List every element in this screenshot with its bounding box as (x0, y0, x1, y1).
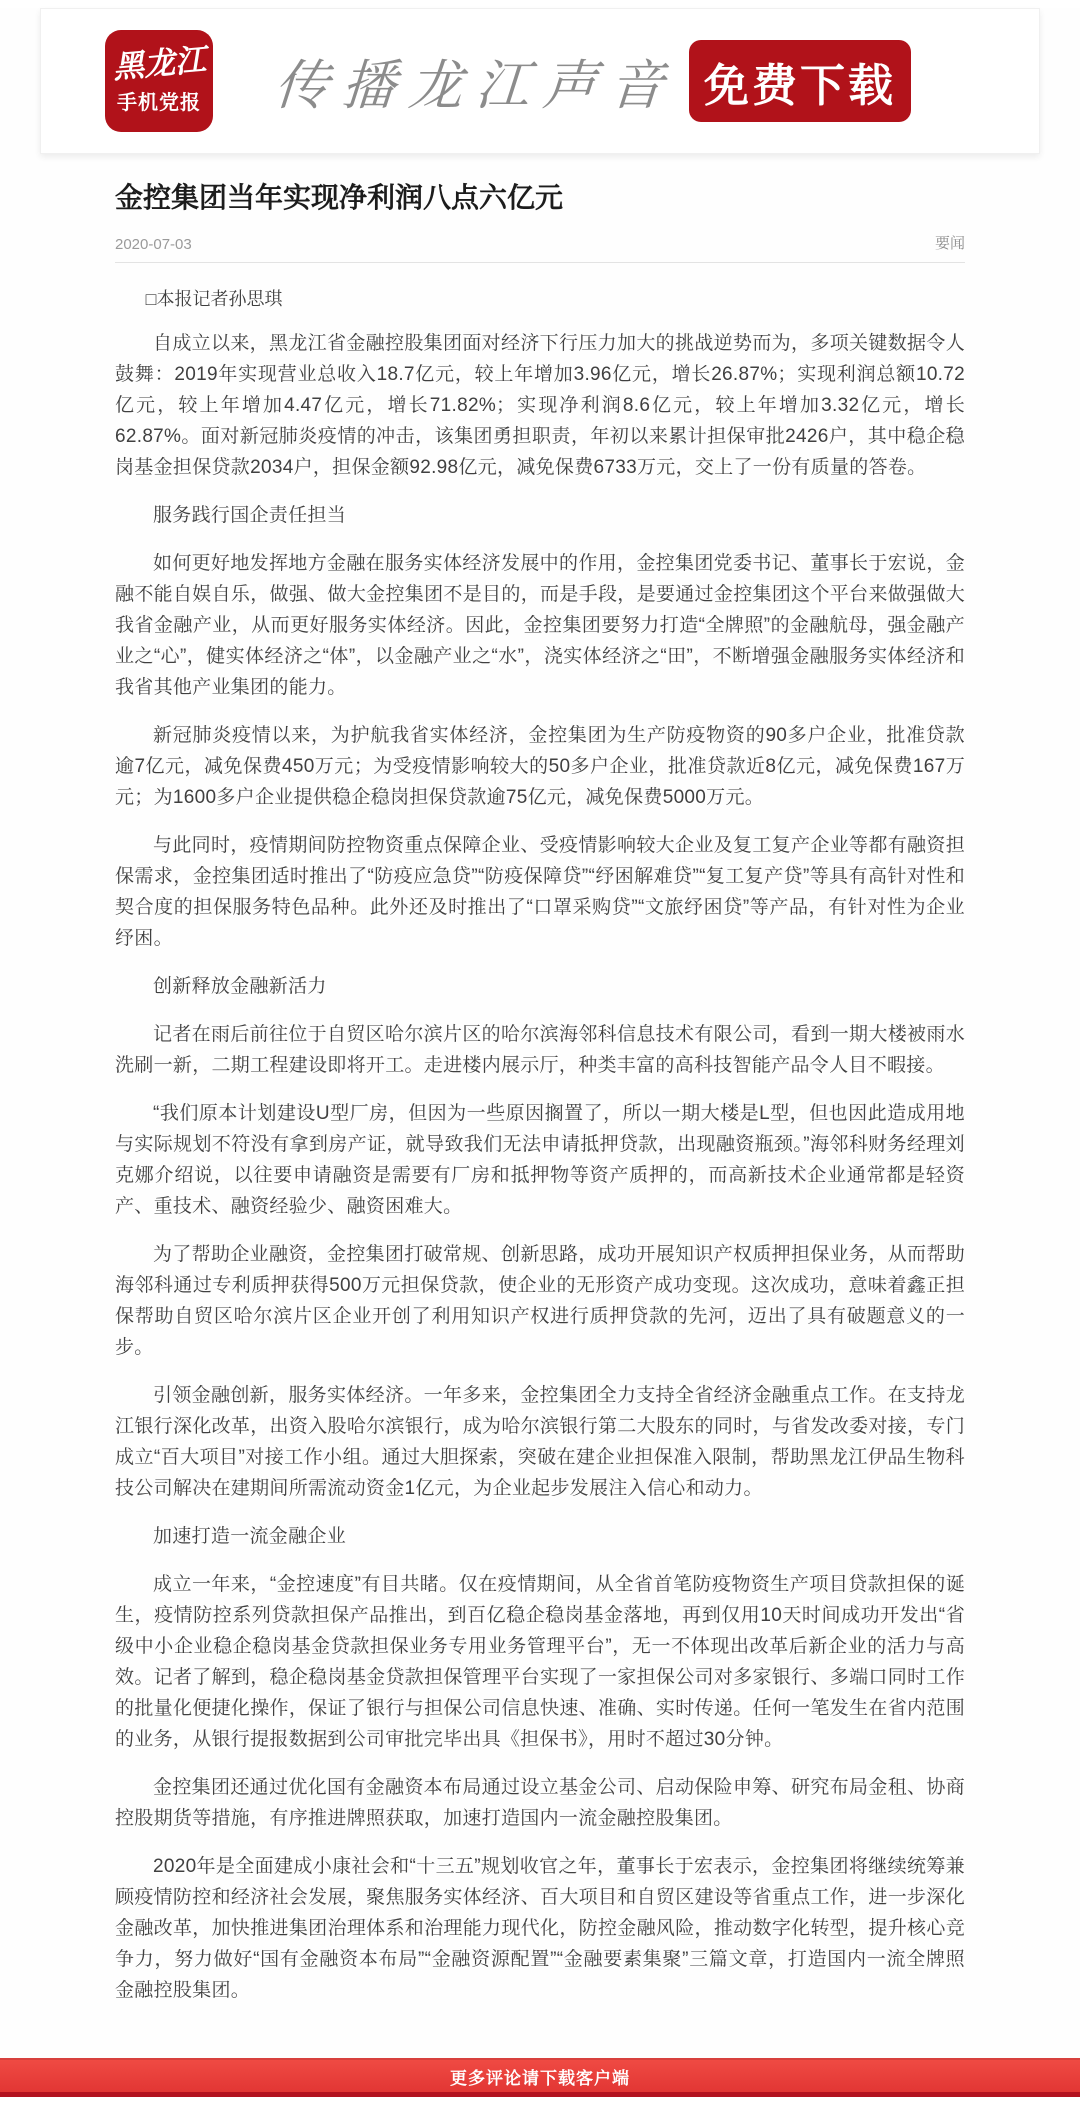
article-meta (115, 232, 965, 263)
article-paragraph: 引领金融创新，服务实体经济。一年多来，金控集团全力支持全省经济金融重点工作。在支持龙江银行深化改革，出资入股哈尔滨银行，成为哈尔滨银行第二大股东的同时，与省发改委对接，专门成立“百大项目”对接工作小组。通过大胆探索，突破在建企业担保准入限制，帮助黑龙江伊品生物科技公司解决在建期间所需流动资金1亿元，为企业起步发展注入信心和动力。 (115, 1385, 965, 1500)
article-title: 金控集团当年实现净利润八点六亿元 (115, 182, 564, 213)
logo-text-secondary: 手机党报 (117, 91, 201, 114)
category-tag[interactable]: 要闻 (934, 235, 965, 253)
section-subhead: 创新释放金融新活力 (153, 976, 327, 998)
article (115, 154, 965, 2006)
section-subhead: 加速打造一流金融企业 (153, 1526, 347, 1548)
article-paragraph: 成立一年来，“金控速度”有目共睹。仅在疫情期间，从全省首笔防疫物资生产项目贷款担保的诞生，疫情防控系列贷款担保产品推出，到百亿稳企稳岗基金落地，再到仅用10天时间成功开发出“省级中小企业稳企稳岗基金贷款担保业务专用业务管理平台”，无一不体现出改革后新企业的活力与高效。记者了解到，稳企稳岗基金贷款担保管理平台实现了一家担保公司对多家银行、多端口同时工作的批量化便捷化操作，保证了银行与担保公司信息快速、准确、实时传递。任何一笔发生在省内范围的业务，从银行提报数据到公司审批完毕出具《担保书》，用时不超过30分钟。 (115, 1574, 965, 1751)
article-paragraph: 自成立以来，黑龙江省金融控股集团面对经济下行压力加大的挑战逆势而为，多项关键数据令人鼓舞：2019年实现营业总收入18.7亿元，较上年增加3.96亿元，增长26.87%；实现利润总额10.72亿元，较上年增加4.47亿元，增长71.82%；实现净利润8.6亿元，较上年增加3.32亿元，增长62.87%。面对新冠肺炎疫情的冲击，该集团勇担职责，年初以来累计担保审批2426户，其中稳企稳岗基金担保贷款2034户，担保金额92.98亿元，减免保费6733万元，交上了一份有质量的答卷。 (115, 333, 965, 479)
publish-date: 2020-07-03 (115, 236, 192, 254)
article-paragraph: 为了帮助企业融资，金控集团打破常规、创新思路，成功开展知识产权质押担保业务，从而帮助海邻科通过专利质押获得500万元担保贷款，使企业的无形资产成功变现。这次成功，意味着鑫正担保帮助自贸区哈尔滨片区企业开创了利用知识产权进行质押贷款的先河，迈出了具有破题意义的一步。 (115, 1244, 965, 1359)
app-logo[interactable] (105, 30, 213, 132)
article-paragraph: 如何更好地发挥地方金融在服务实体经济发展中的作用，金控集团党委书记、董事长于宏说，金融不能自娱自乐，做强、做大金控集团不是目的，而是手段，是要通过金控集团这个平台来做强做大我省金融产业，从而更好服务实体经济。因此，金控集团要努力打造“全牌照”的金融航母，强金融产业之“心”，健实体经济之“体”，以金融产业之“水”，浇实体经济之“田”，不断增强金融服务实体经济和我省其他产业集团的能力。 (115, 553, 965, 699)
section-subhead: 服务践行国企责任担当 (153, 505, 347, 527)
article-paragraph: 2020年是全面建成小康社会和“十三五”规划收官之年，董事长于宏表示，金控集团将继续统筹兼顾疫情防控和经济社会发展，聚焦服务实体经济、百大项目和自贸区建设等省重点工作，进一步深化金融改革，加快推进集团治理体系和治理能力现代化，防控金融风险，推动数字化转型，提升核心竞争力，努力做好“国有金融资本布局”“金融资源配置”“金融要素集聚”三篇文章，打造国内一流全牌照金融控股集团。 (115, 1856, 965, 2002)
article-body (115, 328, 965, 2006)
article-paragraph: “我们原本计划建设U型厂房，但因为一些原因搁置了，所以一期大楼是L型，但也因此造成用地与实际规划不符没有拿到房产证，就导致我们无法申请抵押贷款，出现融资瓶颈。”海邻科财务经理刘克娜介绍说，以往要申请融资是需要有厂房和抵押物等资产质押的，而高新技术企业通常都是轻资产、重技术、融资经验少、融资困难大。 (115, 1103, 965, 1218)
bottom-spacer (0, 2097, 1080, 2107)
page (0, 8, 1080, 2107)
free-download-button[interactable]: 免费下载 (689, 40, 911, 122)
header-slogan: 传播龙江声音 (272, 53, 679, 117)
article-paragraph: 新冠肺炎疫情以来，为护航我省实体经济，金控集团为生产防疫物资的90多户企业，批准贷款逾7亿元，减免保费450万元；为受疫情影响较大的50多户企业，批准贷款近8亿元，减免保费167万元；为1600多户企业提供稳企稳岗担保贷款逾75亿元，减免保费5000万元。 (115, 725, 965, 809)
article-paragraph: 记者在雨后前往位于自贸区哈尔滨片区的哈尔滨海邻科信息技术有限公司，看到一期大楼被雨水洗刷一新，二期工程建设即将开工。走进楼内展示厅，种类丰富的高科技智能产品令人目不暇接。 (115, 1024, 965, 1077)
article-byline: □本报记者孙思琪 (145, 289, 283, 310)
app-header (40, 8, 1040, 154)
article-paragraph: 与此同时，疫情期间防控物资重点保障企业、受疫情影响较大企业及复工复产企业等都有融资担保需求，金控集团适时推出了“防疫应急贷”“防疫保障贷”“纾困解难贷”“复工复产贷”等具有高针对性和契合度的担保服务特色品种。此外还及时推出了“口罩采购贷”“文旅纾困贷”等产品，有针对性为企业纾困。 (115, 835, 965, 950)
comments-download-bar[interactable]: 更多评论请下载客户端 (0, 2058, 1080, 2097)
article-paragraph: 金控集团还通过优化国有金融资本布局通过设立基金公司、启动保险申筹、研究布局金租、协商控股期货等措施，有序推进牌照获取，加速打造国内一流金融控股集团。 (115, 1777, 965, 1830)
logo-text-primary: 黑龙江 (111, 42, 207, 86)
